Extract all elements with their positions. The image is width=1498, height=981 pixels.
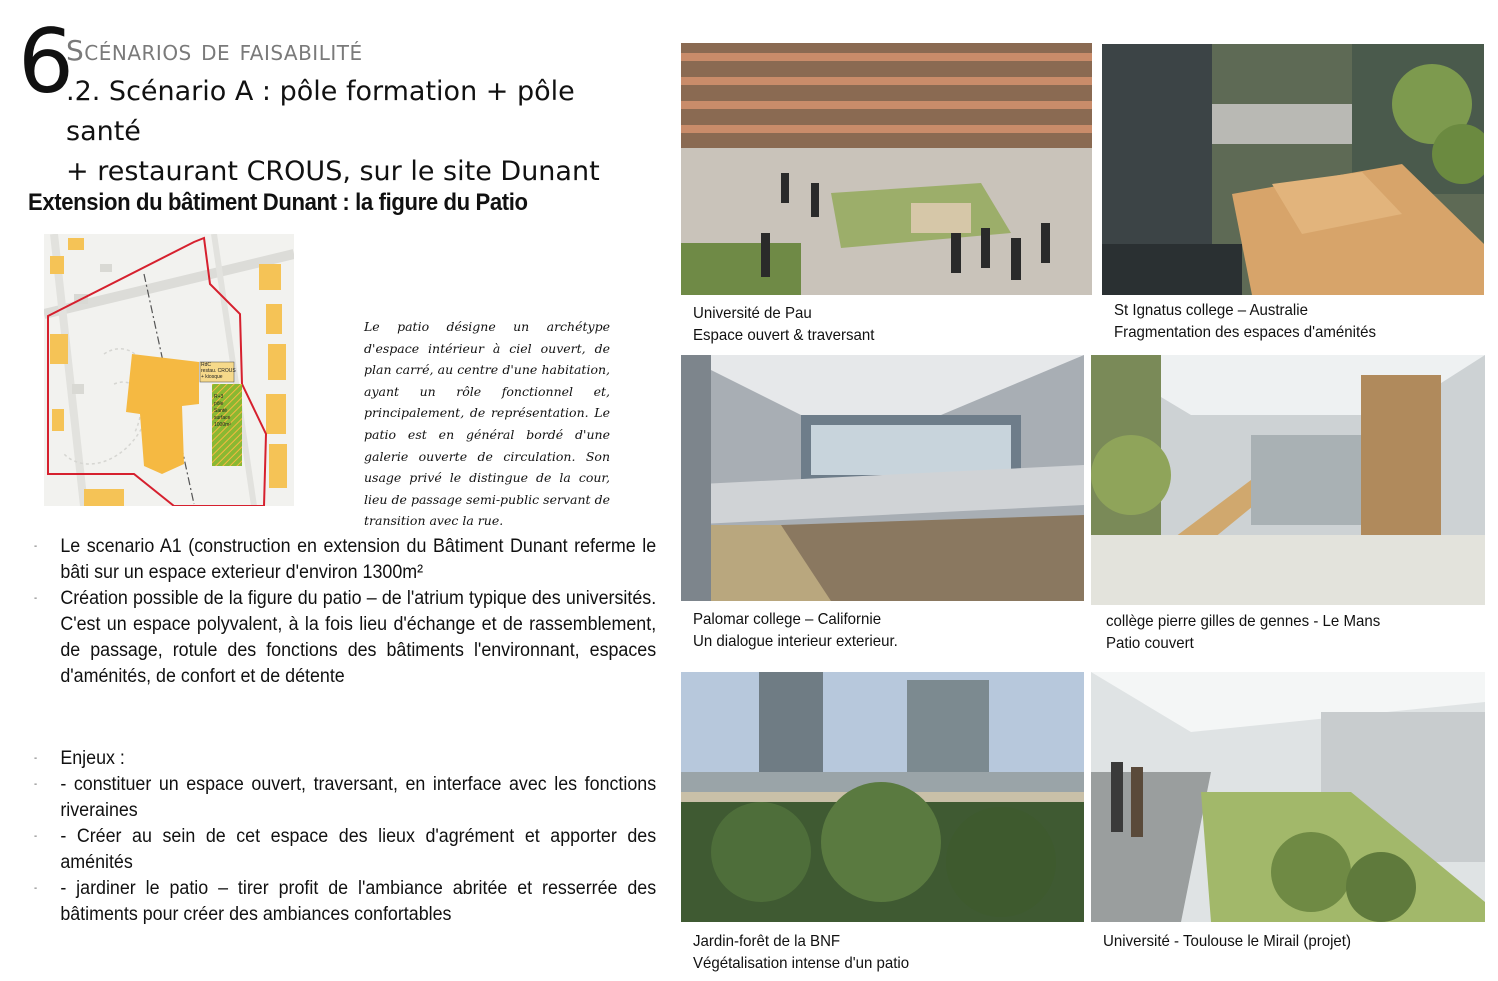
caption-lemans: collège pierre gilles de gennes - Le Mans Patio couvert bbox=[1106, 613, 1381, 652]
bullet-item: - - jardiner le patio – tirer profit de l'ambiance abritée et resserrée des bâtiments pour créer des ambiances confortables bbox=[34, 878, 657, 925]
plan-label-sante: R+3 pôle Santé surface 1000m² bbox=[214, 394, 231, 428]
bullet-item: - Enjeux : bbox=[34, 748, 125, 769]
enjeux-bullets bbox=[34, 746, 657, 928]
scenario-title bbox=[66, 72, 646, 192]
photo-palomar bbox=[681, 355, 1084, 601]
caption-pau: Université de Pau Espace ouvert & traversant bbox=[693, 305, 875, 344]
scenario-title-line1: .2. Scénario A : pôle formation + pôle santé bbox=[66, 76, 575, 147]
subtitle: Extension du bâtiment Dunant : la figure du Patio bbox=[28, 189, 528, 216]
photo-toulouse bbox=[1091, 672, 1485, 922]
scenario-title-line2: + restaurant CROUS, sur le site Dunant bbox=[66, 156, 600, 187]
bullet-item: - - Créer au sein de cet espace des lieux d'agrément et apporter des aménités bbox=[34, 826, 657, 873]
photo-lemans bbox=[1091, 355, 1485, 605]
caption-ignatus: St Ignatus college – Australie Fragmentation des espaces d'aménités bbox=[1114, 302, 1377, 341]
plan-label-crous: RdC restau. CROUS + kiosque bbox=[201, 362, 236, 380]
site-plan-map bbox=[44, 234, 294, 506]
patio-definition: Le patio désigne un archétype d'espace intérieur à ciel ouvert, de plan carré, au centre d'une habitation, ayant un rôle fonctionnel et, principalement, de représentation. Le patio est en général bordé d'une galerie ouverte de circulation. Son usage privé le distingue de la cour, lieu de passage semi-public servant de transition avec la rue. bbox=[364, 319, 610, 529]
bullet-item: - - constituer un espace ouvert, traversant, en interface avec les fonctions riveraines bbox=[34, 774, 657, 821]
photo-bnf bbox=[681, 672, 1084, 922]
caption-toulouse: Université - Toulouse le Mirail (projet) bbox=[1103, 933, 1351, 950]
photo-pau bbox=[681, 43, 1092, 295]
caption-bnf: Jardin-forêt de la BNF Végétalisation intense d'un patio bbox=[693, 933, 910, 972]
bullet-item: - Le scenario A1 (construction en extension du Bâtiment Dunant referme le bâti sur un espace exterieur d'environ 1300m² bbox=[34, 536, 657, 583]
caption-palomar: Palomar college – Californie Un dialogue interieur exterieur. bbox=[693, 611, 898, 650]
bullet-item: - Création possible de la figure du patio – de l'atrium typique des universités. C'est un espace polyvalent, à la fois lieu d'échange et de rassemblement, de passage, rotule des fonctions des bâtiments l'environnant, espaces d'aménités, de confort et de détente bbox=[34, 588, 657, 687]
chapter-number: 6 bbox=[18, 10, 74, 113]
photo-ignatus bbox=[1102, 44, 1484, 295]
section-title: Scénarios de faisabilité bbox=[66, 34, 363, 67]
scenario-bullets bbox=[34, 534, 657, 690]
